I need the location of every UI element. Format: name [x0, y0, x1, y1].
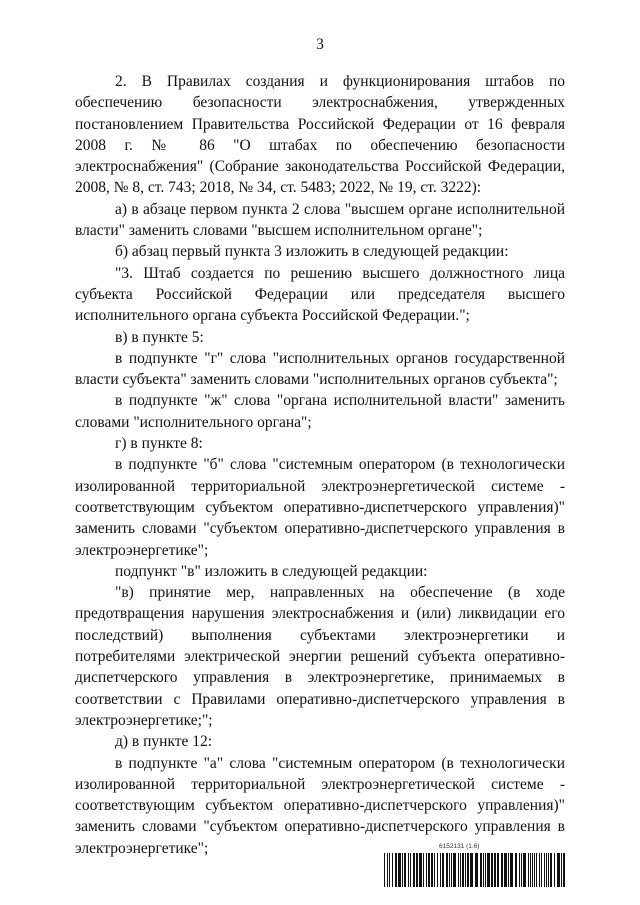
paragraph: г) в пункте 8:: [115, 435, 203, 453]
barcode: [384, 853, 567, 887]
paragraph: "в) принятие мер, направленных на обеспечение (в ходе предотвращения нарушения электроснабжения и (или) ликвидации его последствий) выполнения субъектами электроэнергетики и потребителями электрической энергии решений субъекта оперативно-диспетчерского управления в электроэнергетике, принимаемых в соответствии с Правилами оперативно-диспетчерского управления в электроэнергетике;";: [75, 584, 565, 729]
paragraph: в подпункте "б" слова "системным оператором (в технологически изолированной территориальной электроэнергетической системе - соответствующим субъектом оперативно-диспетчерского управления)" заменить словами "субъектом оперативно-диспетчерского управления в электроэнергетике";: [75, 456, 565, 559]
barcode-block: [384, 843, 567, 887]
paragraph: подпункт "в" изложить в следующей редакции:: [115, 562, 428, 580]
paragraph: д) в пункте 12:: [115, 733, 213, 751]
document-body: [75, 71, 565, 859]
paragraph: в подпункте "а" слова "системным оператором (в технологически изолированной территориальной электроэнергетической системе - соответствующим субъектом оперативно-диспетчерского управления)" заменить словами "субъектом оперативно-диспетчерского управления в электроэнергетике";: [75, 754, 565, 857]
barcode-label: 6152131 (1.6): [439, 843, 480, 850]
paragraph: в) в пункте 5:: [115, 328, 204, 346]
page-number: 3: [316, 36, 324, 53]
paragraph: в подпункте "ж" слова "органа исполнительной власти" заменить словами "исполнительного органа";: [75, 392, 565, 431]
paragraph: б) абзац первый пункта 3 изложить в следующей редакции:: [115, 243, 509, 261]
paragraph: 2. В Правилах создания и функционирования штабов по обеспечению безопасности электроснабжения, утвержденных постановлением Правительства Российской Федерации от 16 февраля 2008 г. № 86 "О штабах по обеспечению безопасности электроснабжения" (Собрание законодательства Российской Федерации, 2008, № 8, ст. 743; 2018, № 34, ст. 5483; 2022, № 19, ст. 3222):: [75, 73, 565, 197]
paragraph: "3. Штаб создается по решению высшего должностного лица субъекта Российской Федерации или председателя высшего исполнительного органа субъекта Российской Федерации.";: [75, 264, 565, 325]
paragraph: в подпункте "г" слова "исполнительных органов государственной власти субъекта" заменить словами "исполнительных органов субъекта";: [75, 349, 565, 389]
paragraph: а) в абзаце первом пункта 2 слова "высшем органе исполнительной власти" заменить словами "высшем исполнительном органе";: [75, 200, 565, 240]
